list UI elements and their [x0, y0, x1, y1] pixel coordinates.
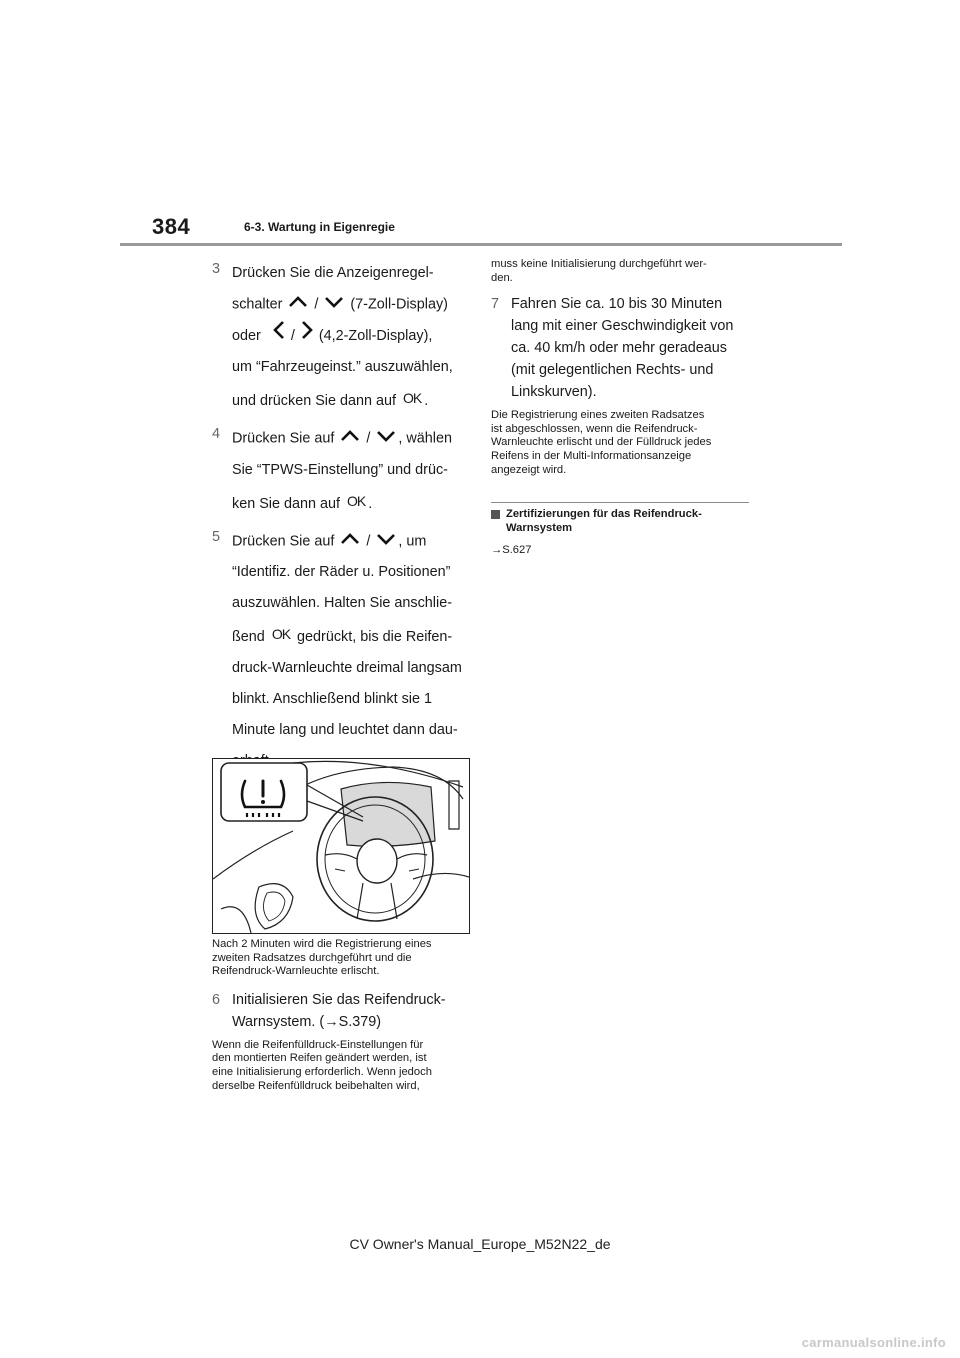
note-line: Warnleuchte erlischt und der Fülldruck jedes: [491, 436, 712, 449]
step-text: (4,2-Zoll-Display),: [318, 328, 433, 345]
separator: /: [366, 430, 371, 447]
step-text: Drücken Sie die Anzeigenregel-: [232, 265, 434, 281]
step-text: ken Sie dann auf: [232, 495, 341, 512]
step-text: Sie “TPWS-Einstellung” und drüc-: [232, 461, 448, 478]
step-text: “Identifiz. der Räder u. Positionen”: [232, 563, 451, 580]
step-number: 4: [212, 426, 221, 443]
right-column: [491, 258, 753, 487]
page-reference: [491, 544, 531, 556]
step-text: (mit gelegentlichen Rechts- und: [511, 362, 714, 379]
punctuation: .: [424, 393, 429, 410]
dashboard-illustration: [212, 758, 470, 934]
watermark: carmanualsonline.info: [801, 1335, 946, 1350]
step-text: Initialisieren Sie das Reifendruck-: [232, 991, 446, 1008]
heading-line: Warnsystem: [506, 521, 573, 534]
note-line: den.: [491, 271, 513, 284]
step-6-note: [212, 1039, 468, 1093]
chevron-up-icon: [288, 289, 308, 320]
chevron-right-icon: [301, 320, 313, 352]
step-5: [212, 526, 470, 777]
separator: /: [314, 296, 319, 313]
punctuation: .: [368, 495, 373, 512]
step-text: , um: [398, 532, 427, 549]
header-rule: [120, 243, 842, 246]
separator: /: [366, 532, 371, 549]
arrow-icon: →: [491, 544, 503, 556]
ok-button-glyph: OK: [403, 390, 422, 407]
step-text: auszuwählen. Halten Sie anschlie-: [232, 594, 452, 611]
step-text: Minute lang und leuchtet dann dau-: [232, 721, 458, 738]
step-text: druck-Warnleuchte dreimal langsam: [232, 659, 462, 676]
step-text: um “Fahrzeugeinst.” auszuwählen,: [232, 359, 453, 376]
note-continued: [491, 258, 753, 285]
ok-button-glyph: OK: [347, 492, 366, 509]
step-text: (7-Zoll-Display): [350, 296, 448, 313]
section-title: 6-3. Wartung in Eigenregie: [244, 220, 395, 234]
step-text: schalter: [232, 296, 283, 313]
note-line: derselbe Reifenfülldruck beibehalten wird,: [212, 1079, 420, 1092]
note-line: den montierten Reifen geändert werden, ist: [212, 1052, 427, 1065]
step-text: Warnsystem. (: [232, 1013, 325, 1030]
figure-caption: [212, 938, 468, 1103]
left-column: [212, 258, 470, 781]
step-7: [491, 293, 753, 403]
step-7-note: [491, 409, 753, 477]
step-text: ca. 40 km/h oder mehr geradeaus: [511, 340, 727, 357]
arrow-icon: →: [324, 1013, 339, 1030]
subsection-divider: [491, 502, 749, 503]
step-3: [212, 258, 470, 417]
subsection-heading: [491, 508, 753, 535]
step-4: [212, 423, 470, 519]
step-text: Fahren Sie ca. 10 bis 30 Minuten: [511, 296, 723, 313]
chevron-down-icon: [324, 289, 344, 320]
square-bullet-icon: [491, 510, 500, 519]
note-line: eine Initialisierung erforderlich. Wenn jedoch: [212, 1065, 432, 1078]
step-text: oder: [232, 328, 261, 345]
step-text: Drücken Sie auf: [232, 430, 335, 447]
page-number: 384: [152, 214, 191, 239]
footer: CV Owner's Manual_Europe_M52N22_de: [349, 1236, 611, 1252]
step-text: Linkskurven).: [511, 384, 597, 401]
step-text: gedrückt, bis die Reifen-: [297, 628, 453, 645]
step-6: [212, 989, 468, 1033]
chevron-left-icon: [273, 320, 285, 352]
note-line: angezeigt wird.: [491, 463, 567, 476]
chevron-down-icon: [376, 423, 396, 454]
step-text: und drücken Sie dann auf: [232, 393, 397, 410]
caption-line: Reifendruck-Warnleuchte erlischt.: [212, 965, 380, 978]
heading-line: Zertifizierungen für das Reifendruck-: [506, 508, 702, 520]
chevron-up-icon: [340, 526, 360, 557]
step-text: Drücken Sie auf: [232, 532, 335, 549]
note-line: ist abgeschlossen, wenn die Reifendruck-: [491, 422, 698, 435]
note-line: muss keine Initialisierung durchgeführt wer-: [491, 258, 707, 270]
page-reference-link[interactable]: S.627: [502, 544, 532, 556]
chevron-up-icon: [340, 423, 360, 454]
chevron-down-icon: [376, 526, 396, 557]
ok-button-glyph: OK: [271, 625, 291, 642]
note-line: Wenn die Reifenfülldruck-Einstellungen für: [212, 1038, 424, 1051]
step-text: blinkt. Anschließend blinkt sie 1: [232, 690, 432, 707]
note-line: Die Registrierung eines zweiten Radsatzes: [491, 409, 705, 422]
step-number: 6: [212, 991, 221, 1008]
page-reference-link[interactable]: S.379): [338, 1013, 382, 1030]
step-number: 5: [212, 528, 221, 545]
step-number: 3: [212, 261, 221, 277]
separator: /: [290, 328, 295, 345]
step-text: lang mit einer Geschwindigkeit von: [511, 318, 734, 335]
step-number: 7: [491, 296, 500, 313]
step-text: ßend: [232, 628, 265, 645]
caption-line: zweiten Radsatzes durchgeführt und die: [212, 951, 412, 964]
caption-line: Nach 2 Minuten wird die Registrierung eines: [212, 938, 432, 950]
step-text: , wählen: [398, 430, 452, 447]
note-line: Reifens in der Multi-Informationsanzeige: [491, 449, 692, 462]
